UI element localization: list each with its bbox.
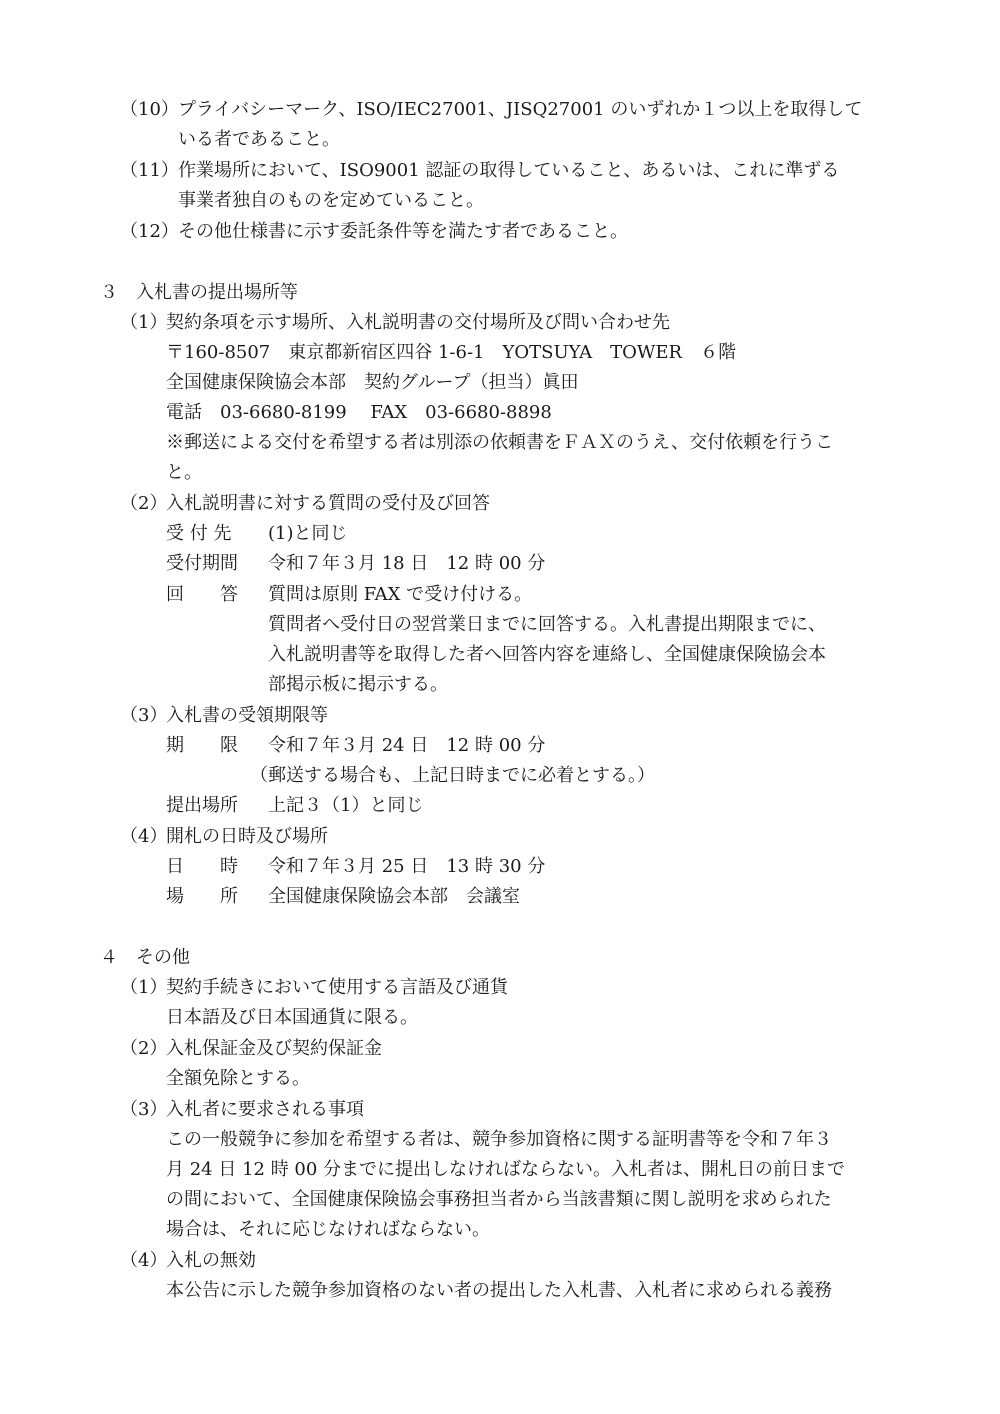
reception-period-label: 受付期間 (166, 553, 238, 574)
contact-address: 〒160-8507 東京都新宿区四谷 1-6-1 YOTSUYA TOWER ６階 (166, 342, 737, 363)
deadline-note: （郵送する場合も、上記日時までに必着とする。） (250, 765, 655, 786)
contact-phone-fax: 電話 03-6680-8199 FAX 03-6680-8898 (166, 402, 552, 423)
section-4-heading: ４ その他 (100, 947, 190, 968)
section-4-3-body-line1: この一般競争に参加を希望する者は、競争参加資格に関する証明書等を令和７年３ (166, 1129, 832, 1150)
item-11-text-line1: 作業場所において、ISO9001 認証の取得していること、あるいは、これに準ずる (178, 160, 840, 181)
section-4-3-body-line4: 場合は、それに応じなければならない。 (166, 1219, 490, 1240)
submission-place-label: 提出場所 (166, 795, 238, 816)
section-4-3-body-line2: 月 24 日 12 時 00 分までに提出しなければならない。入札者は、開札日の前日まで (166, 1159, 846, 1180)
item-12-number: （12） (120, 221, 179, 242)
item-11-number: （11） (120, 160, 179, 181)
section-3-3-number: （3） (120, 705, 168, 726)
section-3-4-number: （4） (120, 826, 168, 847)
section-3-1-title: 契約条項を示す場所、入札説明書の交付場所及び問い合わせ先 (166, 312, 670, 333)
deadline-label: 期 限 (166, 735, 238, 756)
section-4-4-number: （4） (120, 1250, 168, 1271)
section-3-1-number: （1） (120, 312, 168, 333)
reception-period-value: 令和７年３月 18 日 12 時 00 分 (268, 553, 546, 574)
section-4-3-body-line3: の間において、全国健康保険協会事務担当者から当該書類に関し説明を求められた (166, 1189, 832, 1210)
section-3-2-title: 入札説明書に対する質問の受付及び回答 (166, 493, 490, 514)
section-4-1-title: 契約手続きにおいて使用する言語及び通貨 (166, 977, 508, 998)
item-12-text: その他仕様書に示す委託条件等を満たす者であること。 (178, 221, 628, 242)
answer-value-line4: 部掲示板に掲示する。 (268, 674, 448, 695)
item-10-text-line1: プライバシーマーク、ISO/IEC27001、JISQ27001 のいずれか１つ以上を取得して (178, 99, 863, 120)
reception-value: (1)と同じ (268, 523, 348, 544)
contact-organization: 全国健康保険協会本部 契約グループ（担当）眞田 (166, 372, 579, 393)
section-4-1-number: （1） (120, 977, 168, 998)
reception-label: 受 付 先 (166, 523, 232, 544)
section-4-1-body: 日本語及び日本国通貨に限る。 (166, 1007, 418, 1028)
deadline-value: 令和７年３月 24 日 12 時 00 分 (268, 735, 546, 756)
answer-value-line3: 入札説明書等を取得した者へ回答内容を連絡し、全国健康保険協会本 (268, 644, 826, 665)
section-4-2-title: 入札保証金及び契約保証金 (166, 1038, 382, 1059)
opening-datetime-label: 日 時 (166, 856, 238, 877)
opening-place-label: 場 所 (166, 886, 238, 907)
submission-place-value: 上記３（1）と同じ (268, 795, 424, 816)
answer-label: 回 答 (166, 584, 238, 605)
section-4-4-title: 入札の無効 (166, 1250, 256, 1271)
item-11-text-line2: 事業者独自のものを定めていること。 (178, 190, 484, 211)
answer-value-line2: 質問者へ受付日の翌営業日までに回答する。入札書提出期限までに、 (268, 614, 826, 635)
section-3-heading: ３ 入札書の提出場所等 (100, 282, 298, 303)
opening-place-value: 全国健康保険協会本部 会議室 (268, 886, 520, 907)
section-4-4-body-line1: 本公告に示した競争参加資格のない者の提出した入札書、入札者に求められる義務 (166, 1280, 832, 1301)
answer-value-line1: 質問は原則 FAX で受け付ける。 (268, 584, 533, 605)
section-4-3-number: （3） (120, 1099, 168, 1120)
item-10-text-line2: いる者であること。 (178, 129, 340, 150)
section-3-3-title: 入札書の受領期限等 (166, 705, 328, 726)
section-3-2-number: （2） (120, 493, 168, 514)
section-3-4-title: 開札の日時及び場所 (166, 826, 328, 847)
section-4-2-body: 全額免除とする。 (166, 1068, 310, 1089)
section-4-2-number: （2） (120, 1038, 168, 1059)
mail-delivery-note-line2: と。 (166, 462, 202, 483)
item-10-number: （10） (120, 99, 179, 120)
section-4-3-title: 入札者に要求される事項 (166, 1099, 364, 1120)
opening-datetime-value: 令和７年３月 25 日 13 時 30 分 (268, 856, 546, 877)
mail-delivery-note-line1: ※郵送による交付を希望する者は別添の依頼書をＦＡＸのうえ、交付依頼を行うこ (166, 432, 834, 453)
